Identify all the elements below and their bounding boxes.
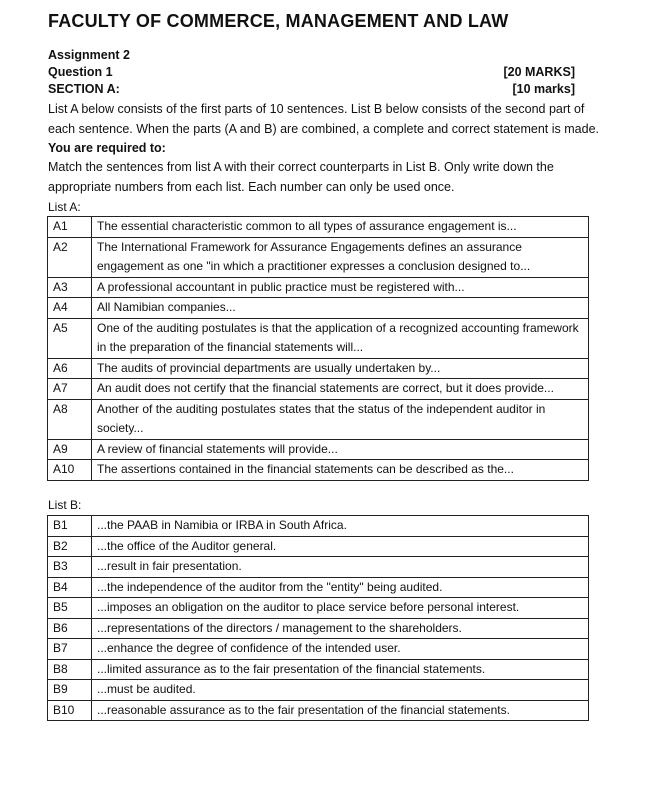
list-b-row-text: ...representations of the directors / management to the shareholders. <box>92 618 589 639</box>
list-b-row-key: B4 <box>48 577 92 598</box>
list-b-row <box>48 659 589 680</box>
list-b-row-key: B6 <box>48 618 92 639</box>
list-a-row <box>48 298 589 319</box>
section-label: SECTION A: <box>48 82 120 96</box>
assignment-label: Assignment 2 <box>48 48 130 62</box>
list-b-row-text: ...result in fair presentation. <box>92 557 589 578</box>
list-a-row-key: A6 <box>48 358 92 379</box>
list-a-row-key: A4 <box>48 298 92 319</box>
list-b-row <box>48 577 589 598</box>
question-heading <box>48 64 588 81</box>
list-b-row-text: ...must be audited. <box>92 680 589 701</box>
list-b-row-key: B9 <box>48 680 92 701</box>
list-a-row <box>48 439 589 460</box>
list-b-row <box>48 536 589 557</box>
list-b-row-text: ...the independence of the auditor from the "entity" being audited. <box>92 577 589 598</box>
assignment-heading <box>48 47 588 64</box>
list-a-label: List A: <box>48 200 81 214</box>
list-a-row-key: A10 <box>48 460 92 481</box>
list-a-row-text: An audit does not certify that the financial statements are correct, but it does provide... <box>92 379 589 400</box>
list-a-row-key: A1 <box>48 217 92 238</box>
list-b-row-key: B8 <box>48 659 92 680</box>
list-b-label: List B: <box>48 498 82 512</box>
list-a-row-text: A professional accountant in public practice must be registered with... <box>92 277 589 298</box>
list-a-row <box>48 399 589 439</box>
list-a-row-key: A9 <box>48 439 92 460</box>
list-b-row-key: B10 <box>48 700 92 721</box>
list-b-row <box>48 700 589 721</box>
list-b-row-text: ...limited assurance as to the fair presentation of the financial statements. <box>92 659 589 680</box>
list-b-row-text: ...the PAAB in Namibia or IRBA in South Africa. <box>92 516 589 537</box>
list-a-row-key: A8 <box>48 399 92 439</box>
list-b-row-key: B1 <box>48 516 92 537</box>
list-a-row <box>48 379 589 400</box>
list-b-row-key: B2 <box>48 536 92 557</box>
list-a-row-text: A review of financial statements will provide... <box>92 439 589 460</box>
list-b-row-text: ...imposes an obligation on the auditor to place service before personal interest. <box>92 598 589 619</box>
list-a-row-text: All Namibian companies... <box>92 298 589 319</box>
list-a-row-text: The International Framework for Assurance Engagements defines an assurance engagement as one "in which a practitioner expresses a conclusion designed to... <box>92 237 589 277</box>
list-a-row <box>48 237 589 277</box>
required-heading: You are required to: <box>48 141 166 155</box>
list-b-row <box>48 680 589 701</box>
section-heading <box>48 81 588 98</box>
question-marks: [20 MARKS] <box>503 65 575 79</box>
list-b-row-key: B3 <box>48 557 92 578</box>
list-a-row <box>48 277 589 298</box>
list-a-row-key: A5 <box>48 318 92 358</box>
list-a-row-key: A3 <box>48 277 92 298</box>
list-b-row <box>48 618 589 639</box>
list-a-row-key: A2 <box>48 237 92 277</box>
list-a-row <box>48 217 589 238</box>
section-marks: [10 marks] <box>512 82 575 96</box>
list-b-row <box>48 516 589 537</box>
list-a-row-text: Another of the auditing postulates states that the status of the independent auditor in society... <box>92 399 589 439</box>
list-b-row <box>48 598 589 619</box>
intro-paragraph: List A below consists of the first parts of 10 sentences. List B below consists of the second part of each sentence. When the parts (A and B) are combined, a complete and correct statement is made. <box>48 102 599 136</box>
list-b-row-key: B7 <box>48 639 92 660</box>
question-label: Question 1 <box>48 65 113 79</box>
list-b-row-text: ...reasonable assurance as to the fair presentation of the financial statements. <box>92 700 589 721</box>
instructions-paragraph: Match the sentences from list A with their correct counterparts in List B. Only write down the appropriate numbers from each list. Each number can only be used once. <box>48 160 554 194</box>
list-b-row <box>48 557 589 578</box>
list-a-row-key: A7 <box>48 379 92 400</box>
list-a-row <box>48 460 589 481</box>
list-a-row-text: One of the auditing postulates is that the application of a recognized accounting framework in the preparation of the financial statements will... <box>92 318 589 358</box>
list-b-row <box>48 639 589 660</box>
faculty-title: FACULTY OF COMMERCE, MANAGEMENT AND LAW <box>48 11 509 31</box>
list-a-row-text: The audits of provincial departments are usually undertaken by... <box>92 358 589 379</box>
list-b-row-text: ...enhance the degree of confidence of the intended user. <box>92 639 589 660</box>
list-a-row-text: The essential characteristic common to all types of assurance engagement is... <box>92 217 589 238</box>
list-b-table <box>47 515 589 721</box>
list-b-row-key: B5 <box>48 598 92 619</box>
list-a-row <box>48 318 589 358</box>
list-a-row-text: The assertions contained in the financial statements can be described as the... <box>92 460 589 481</box>
list-a-table <box>47 216 589 481</box>
list-b-row-text: ...the office of the Auditor general. <box>92 536 589 557</box>
list-a-row <box>48 358 589 379</box>
